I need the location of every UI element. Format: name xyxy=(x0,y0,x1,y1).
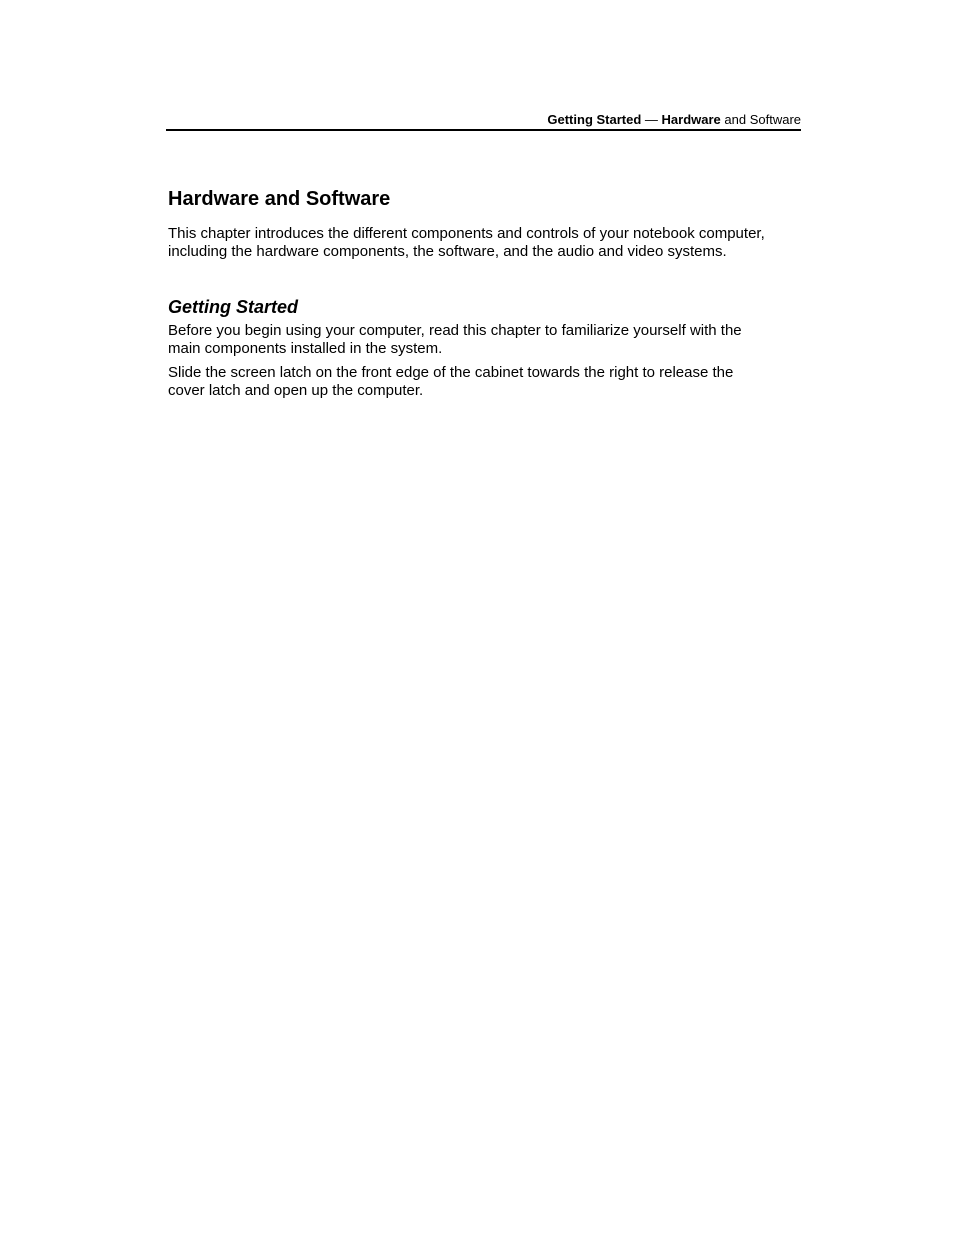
intro-paragraph xyxy=(168,225,798,261)
body-paragraph-1 xyxy=(168,322,778,358)
paragraph-2-line-2: cover latch and open up the computer. xyxy=(168,382,424,399)
section-title: Hardware and Software xyxy=(168,188,391,210)
running-header xyxy=(167,112,801,128)
subsection-title: Getting Started xyxy=(168,297,299,317)
intro-line-2: including the hardware components, the software, and the audio and video systems. xyxy=(168,243,727,260)
header-rule xyxy=(166,129,801,131)
running-header-chapter: Getting Started xyxy=(547,112,642,127)
intro-line-1: This chapter introduces the different components and controls of your notebook computer, xyxy=(168,225,765,242)
running-header-section-bold: Hardware xyxy=(661,112,721,127)
body-paragraph-2 xyxy=(168,364,778,400)
running-header-separator: — xyxy=(641,112,662,127)
running-header-section-rest: and Software xyxy=(720,112,801,127)
paragraph-1-line-1: Before you begin using your computer, read this chapter to familiarize yourself with the xyxy=(168,322,742,339)
paragraph-2-line-1: Slide the screen latch on the front edge of the cabinet towards the right to release the xyxy=(168,364,734,381)
paragraph-1-line-2: main components installed in the system. xyxy=(168,340,443,357)
